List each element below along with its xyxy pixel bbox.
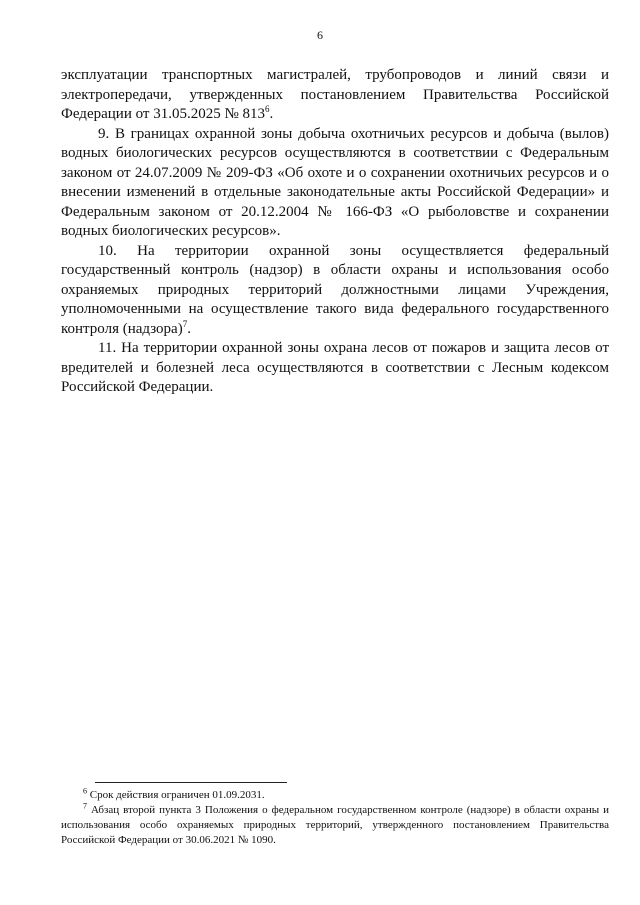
footnote-reference: 6: [265, 104, 270, 114]
footnote-marker: 6: [83, 786, 87, 796]
footnote-7: [61, 803, 609, 848]
footnote-text: Абзац второй пункта 3 Положения о федеральном государственном контроле (надзоре) в области охраны и использования особо охраняемых природных территорий, утвержденного постановлением Правительства Российской Федерации от 30.06.2021 № 1090.: [61, 804, 609, 846]
paragraph-item-11: [61, 339, 609, 398]
footnote-6: [61, 788, 609, 803]
paragraph-text: 9. В границах охранной зоны добыча охотничьих ресурсов и добыча (вылов) водных биологических ресурсов осуществляются в соответствии с Федеральным законом от 24.07.2009 № 209-ФЗ «Об охоте и о сохранении охотничьих ресурсов и о внесении изменений в отдельные законодательные акты Российской Федерации» и Федеральным законом от 20.12.2004 № 166-ФЗ «О рыболовстве и сохранении водных биологических ресурсов».: [61, 125, 609, 239]
footnote-marker: 7: [83, 801, 87, 811]
footnote-text: Срок действия ограничен 01.09.2031.: [87, 789, 265, 801]
document-body: [61, 66, 609, 398]
paragraph-text: эксплуатации транспортных магистралей, трубопроводов и линий связи и электропередачи, утвержденных постановлением Правительства Российской Федерации от 31.05.2025 № 813: [61, 67, 609, 122]
paragraph-item-10: [61, 242, 609, 340]
paragraph-continuation: [61, 66, 609, 125]
footnote-divider: [95, 782, 287, 783]
paragraph-tail: .: [269, 106, 274, 122]
footnote-reference: 7: [182, 318, 188, 329]
paragraph-text: 10. На территории охранной зоны осуществляется федеральный государственный контроль (надзор) в области охраны и использования особо охраняемых природных территорий должностными лицами Учреждения, уполномоченными на осуществление такого вида федерального государственного контроля (надзора): [61, 242, 609, 337]
page-number: 6: [317, 28, 323, 42]
paragraph-text: 11. На территории охранной зоны охрана лесов от пожаров и защита лесов от вредителей и болезней леса осуществляются в соответствии с Лесным кодексом Российской Федерации.: [61, 340, 609, 395]
paragraph-tail: .: [187, 320, 191, 337]
paragraph-item-9: [61, 125, 609, 242]
footnotes-section: [61, 782, 609, 848]
